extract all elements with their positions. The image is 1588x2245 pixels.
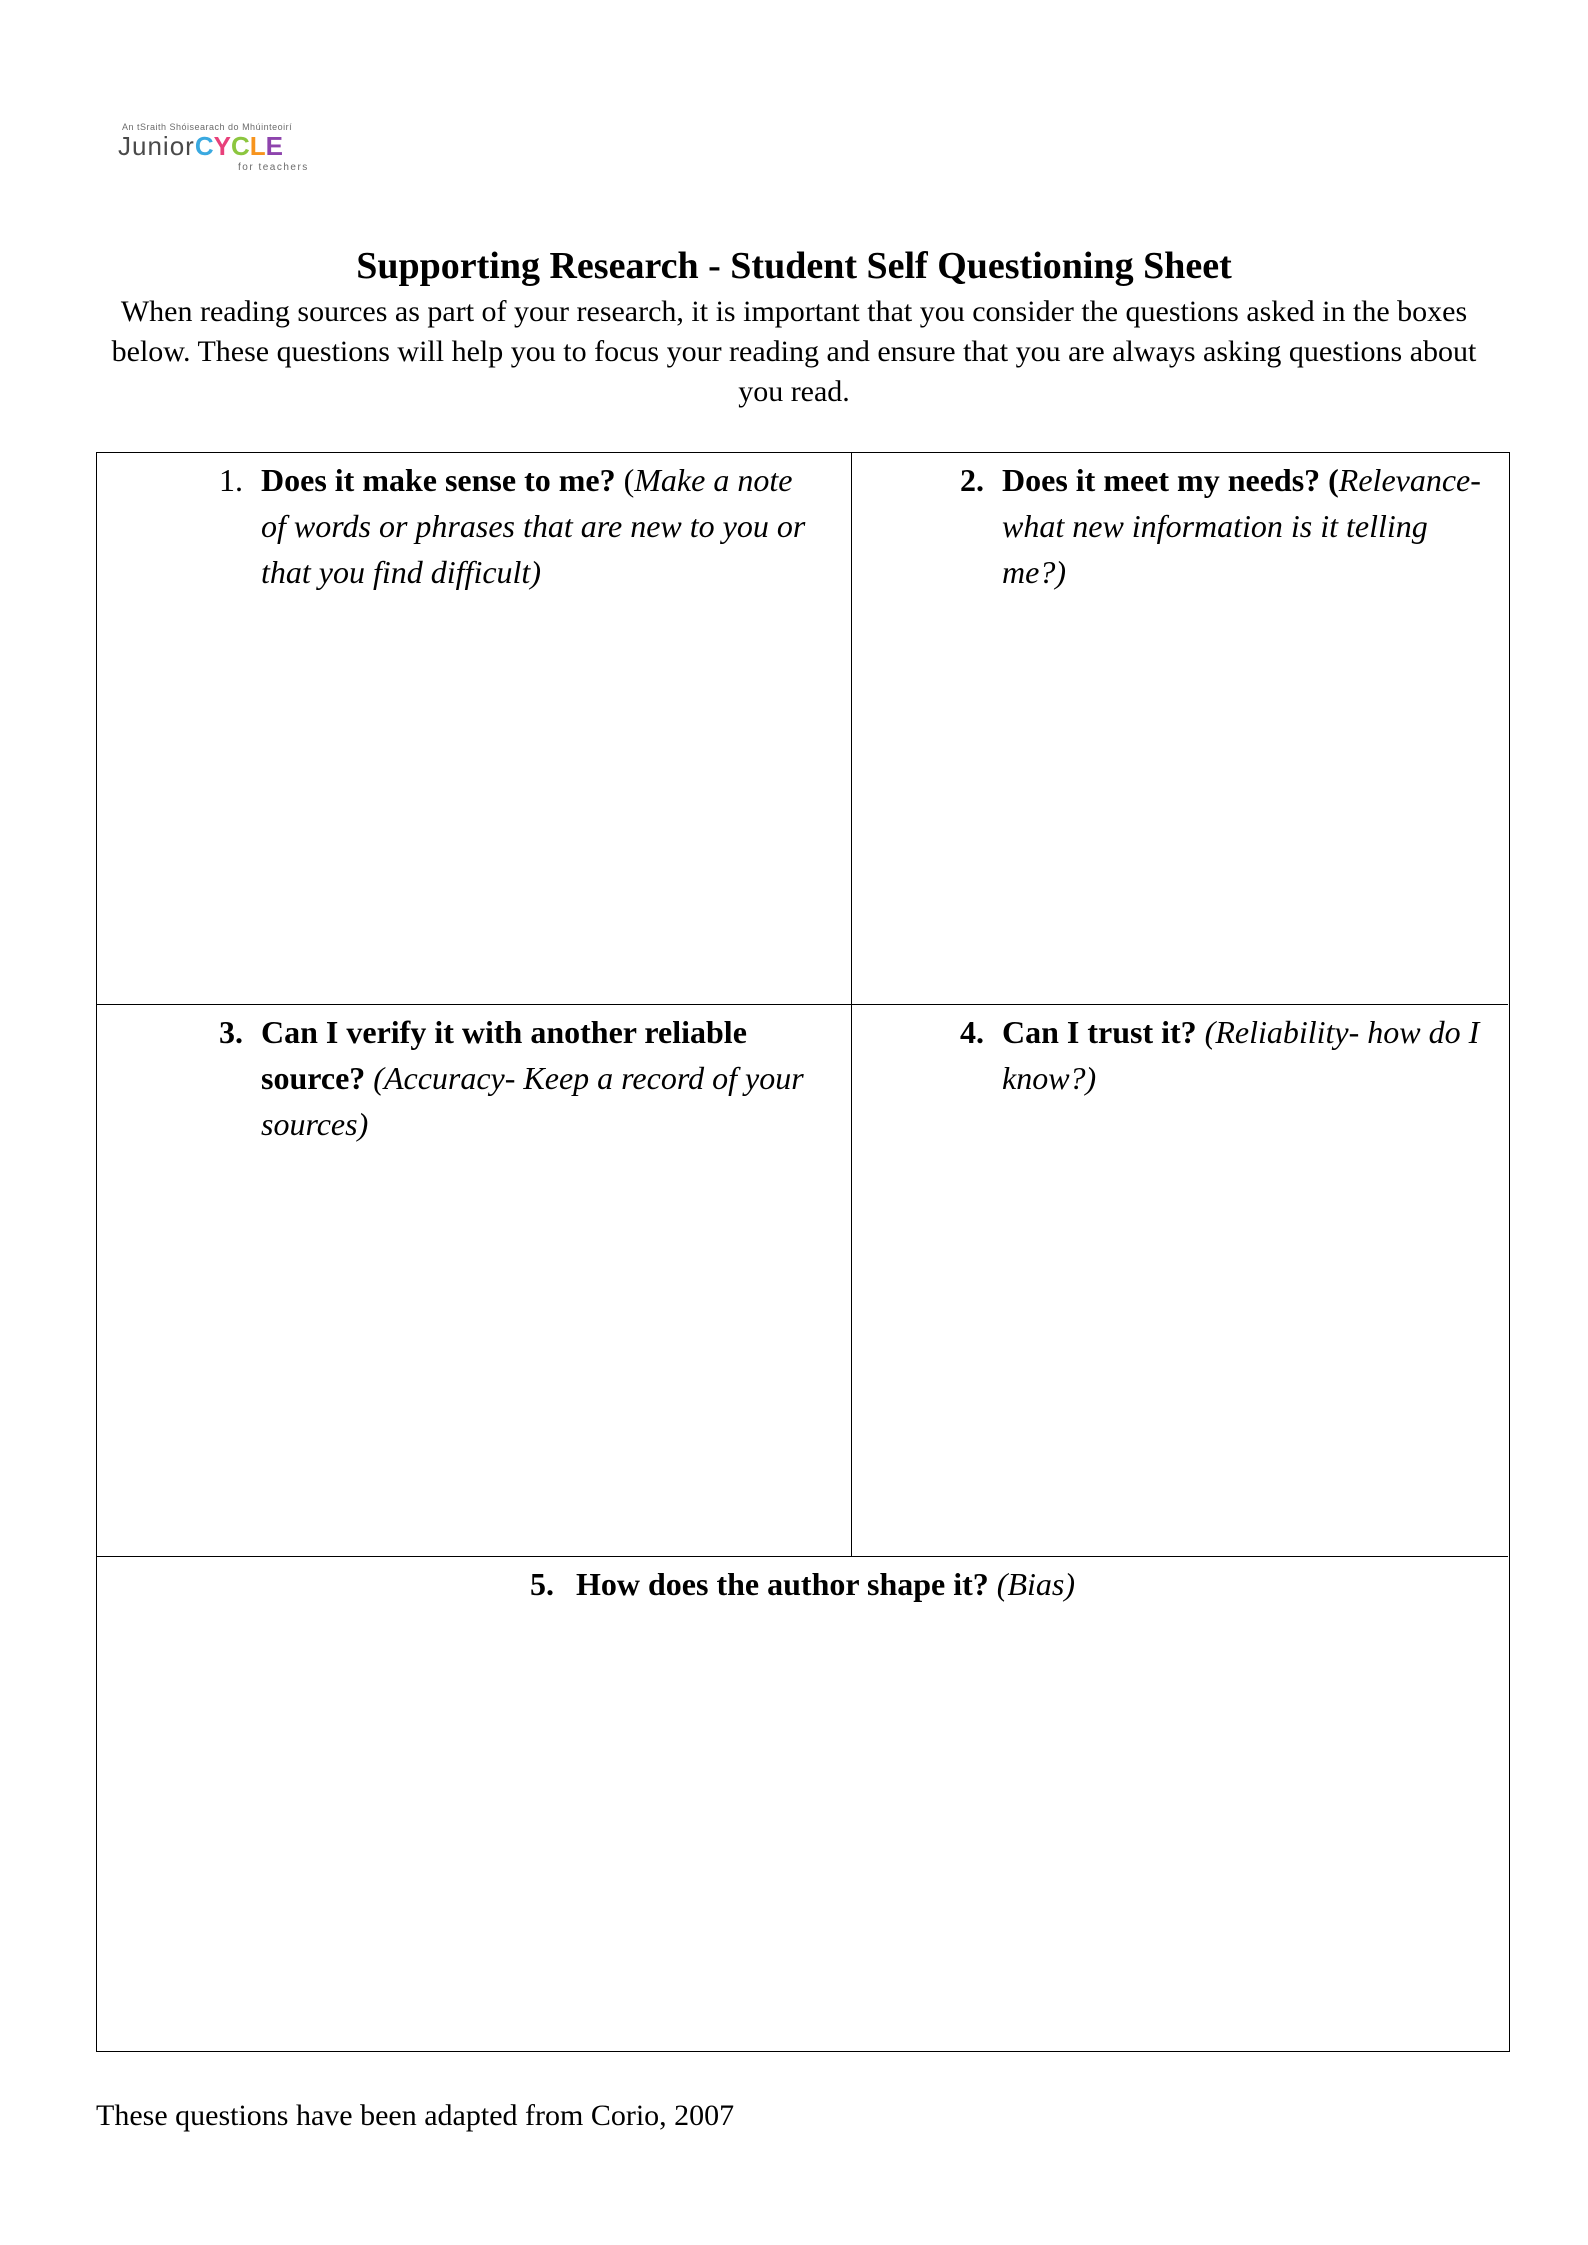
- logo-tagline: An tSraith Shóisearach do Mhúinteoirí: [122, 122, 293, 132]
- page-title: Supporting Research - Student Self Questioning Sheet: [356, 245, 1232, 287]
- logo-letter: L: [249, 131, 266, 161]
- question-box-1[interactable]: [97, 453, 852, 1005]
- question-text: [1002, 1009, 1494, 1101]
- question-hint: Relevance- what new information is it telling me?): [1002, 462, 1481, 590]
- question-hint-open: (: [623, 462, 635, 498]
- question-text: [261, 1009, 823, 1147]
- question-grid: [96, 452, 1510, 2052]
- question-label: Can I trust it?: [1002, 1014, 1197, 1050]
- question-label: Does it meet my needs? (: [1002, 462, 1339, 498]
- question-number: 1.: [219, 462, 243, 498]
- logo-wordmark: [118, 133, 283, 159]
- question-hint: (Accuracy- Keep a record of your sources): [261, 1060, 804, 1142]
- question-number: 2.: [960, 462, 984, 498]
- logo-word-junior: Junior: [118, 131, 195, 161]
- question-text: [1002, 457, 1494, 595]
- question-number: 5.: [530, 1566, 554, 1602]
- question-box-2[interactable]: [852, 453, 1508, 1005]
- logo-letter: C: [194, 131, 214, 161]
- question-hint: (Bias): [996, 1566, 1075, 1602]
- question-hint: (Reliability- how do I know?): [1002, 1014, 1480, 1096]
- question-box-5[interactable]: [97, 1557, 1508, 2050]
- question-box-4[interactable]: [852, 1005, 1508, 1557]
- source-note: These questions have been adapted from Corio, 2007: [96, 2099, 735, 2132]
- question-number: 3.: [219, 1014, 243, 1050]
- question-hint: Make a note of words or phrases that are new to you or that you find difficult): [261, 462, 806, 590]
- question-text: [261, 457, 823, 595]
- question-label: How does the author shape it?: [576, 1566, 989, 1602]
- question-label: Can I verify it with another reliable source?: [261, 1014, 747, 1096]
- question-5: [97, 1561, 1508, 1607]
- question-number: 4.: [960, 1014, 984, 1050]
- question-label: Does it make sense to me?: [261, 462, 616, 498]
- logo-letter: Y: [213, 131, 231, 161]
- logo-letter: E: [265, 131, 283, 161]
- logo-letter: C: [230, 131, 250, 161]
- logo-word-cycle: [195, 131, 283, 161]
- question-box-3[interactable]: [97, 1005, 852, 1557]
- intro-paragraph: When reading sources as part of your research, it is important that you consider the questions asked in the boxes below. These questions will help you to focus your reading and ensure that you are always asking questions about you read.: [111, 295, 1477, 408]
- junior-cycle-logo: [118, 122, 372, 174]
- logo-subline: for teachers: [238, 162, 309, 173]
